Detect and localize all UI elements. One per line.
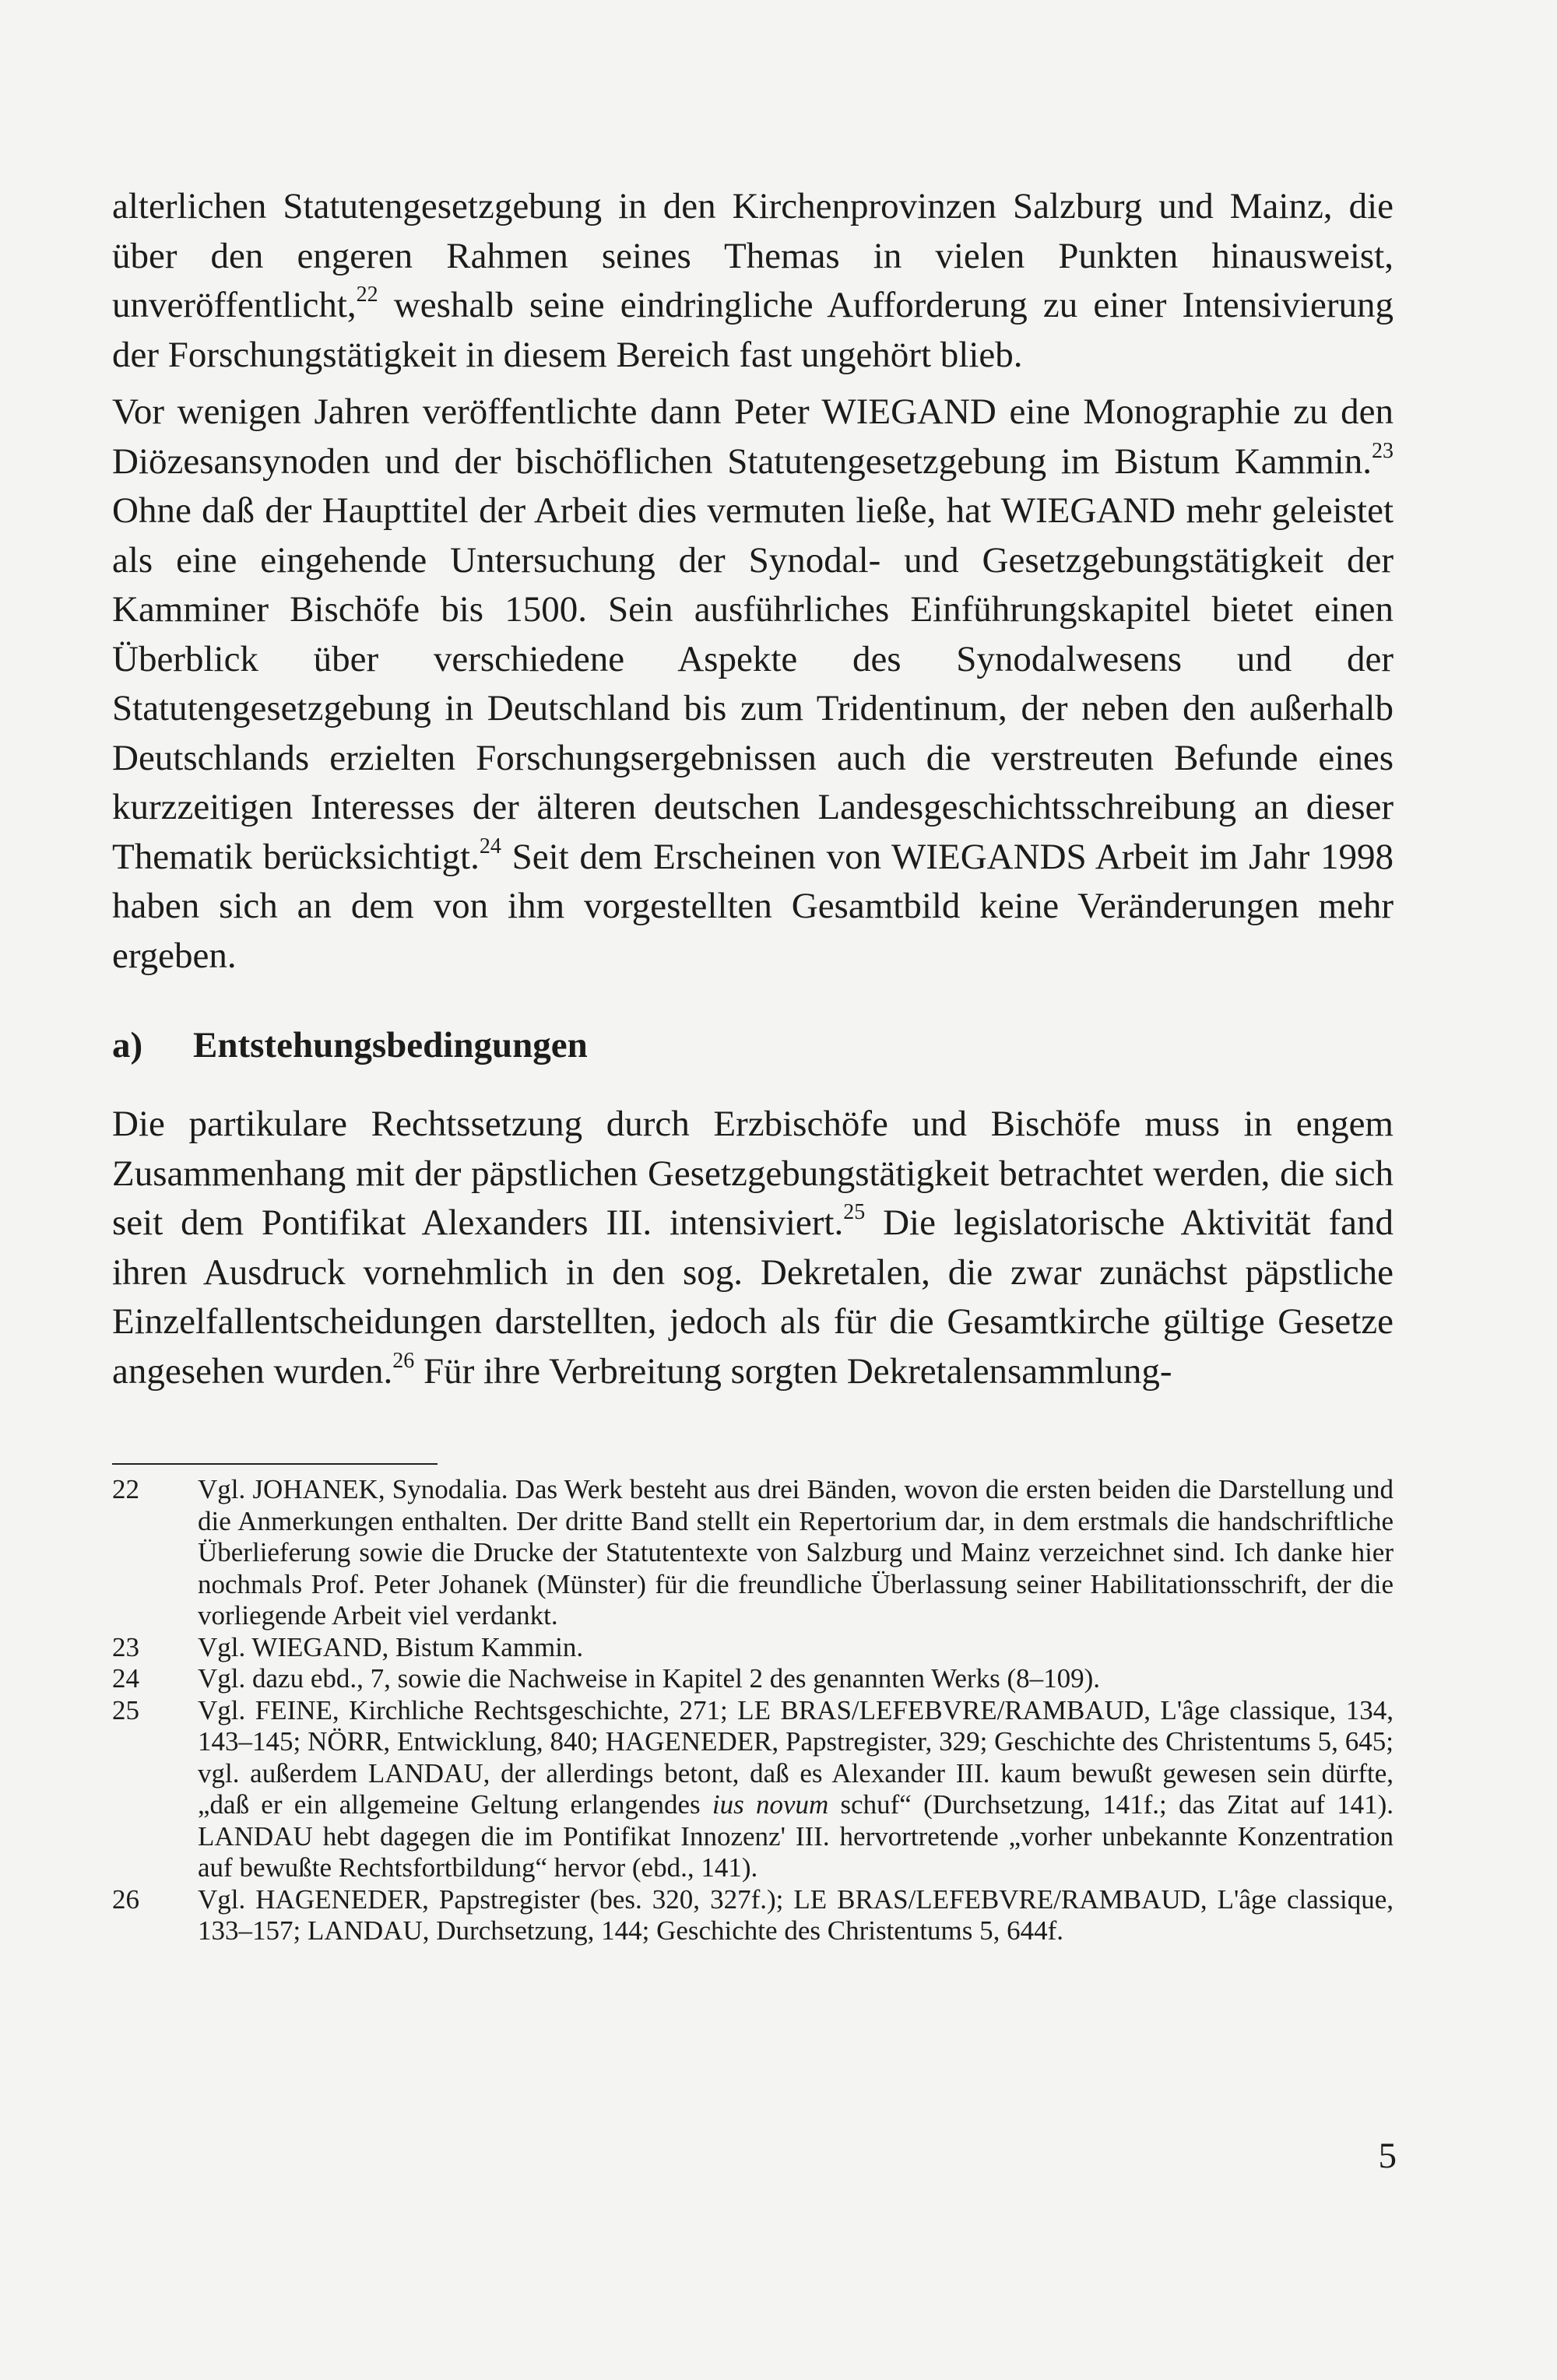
footnote-number: 25 xyxy=(112,1694,139,1725)
paragraph-3-text-a: Die partikulare Rechtssetzung durch Erzbischöfe und Bischöfe muss in engem Zusammenhang mit der päpstlichen Gesetzgebungstätigkeit betrachtet werden, die sich seit dem Pontifikat Alexanders III. intensiviert. xyxy=(112,1104,1394,1243)
footnote-text: Vgl. WIEGAND, Bistum Kammin. xyxy=(198,1631,584,1662)
footnote-number: 26 xyxy=(112,1883,139,1915)
paragraph-2-text-b: Ohne daß der Haupttitel der Arbeit dies vermuten ließe, hat WIEGAND mehr geleistet als eine eingehende Untersuchung der Synodal- und Gesetzgebungstätigkeit der Kamminer Bischöfe bis 1500. Sein ausführliches Einführungskapitel bietet einen Überblick über verschiedene Aspekte des Synodalwesens und der Statutengesetzgebung in Deutschland bis zum Tridentinum, der neben den außerhalb Deutschlands erzielten Forschungsergebnissen auch die verstreuten Befunde eines kurzzeitigen Interesses der älteren deutschen Landesgeschichtsschreibung an dieser Thematik berücksichtigt. xyxy=(112,490,1394,877)
footnote-25 xyxy=(112,1695,1394,1884)
paragraph-1-text-b: weshalb seine eindringliche Aufforderung zu einer Intensivierung der Forschungstätigkeit in diesem Bereich fast ungehört blieb. xyxy=(112,285,1394,375)
page-number: 5 xyxy=(1378,2136,1397,2176)
footnote-number: 22 xyxy=(112,1474,139,1504)
footnote-22 xyxy=(112,1474,1394,1632)
footnote-text: Vgl. HAGENEDER, Papstregister (bes. 320, 327f.); LE BRAS/LEFEBVRE/RAMBAUD, L'âge classique, 133–157; LANDAU, Durchsetzung, 144; Geschichte des Christentums 5, 644f. xyxy=(198,1883,1394,1946)
paragraph-3-text-b: Die legislatorische Aktivität fand ihren Ausdruck vornehmlich in den sog. Dekretalen, die zwar zunächst päpstliche Einzelfallentscheidungen darstellten, jedoch als für die Gesamtkirche gültige Gesetze angesehen wurden. xyxy=(112,1202,1394,1392)
footnote-ref-23[interactable]: 23 xyxy=(1372,438,1394,463)
footnote-italic-term: ius novum xyxy=(712,1789,829,1820)
section-heading xyxy=(112,1021,1394,1070)
footnote-ref-24[interactable]: 24 xyxy=(479,834,501,858)
footnote-number: 24 xyxy=(112,1663,139,1694)
paragraph-3 xyxy=(112,1100,1394,1396)
section-title: Entstehungsbedingungen xyxy=(193,1025,588,1065)
footnote-divider xyxy=(112,1463,438,1465)
footnotes xyxy=(112,1474,1394,1947)
paragraph-2-text-a: Vor wenigen Jahren veröffentlichte dann Peter WIEGAND eine Monographie zu den Diözesansynoden und der bischöflichen Statutengesetzgebung im Bistum Kammin. xyxy=(112,391,1394,482)
footnote-number: 23 xyxy=(112,1631,139,1662)
paragraph-1-text-a: alterlichen Statutengesetzgebung in den Kirchenprovinzen Salzburg und Mainz, die über den engeren Rahmen seines Themas in vielen Punkten hinausweist, unveröffentlicht, xyxy=(112,186,1394,325)
footnote-ref-25[interactable]: 25 xyxy=(843,1200,866,1224)
paragraph-2-text-c: Seit dem Erscheinen von WIEGANDS Arbeit im Jahr 1998 haben sich an dem von ihm vorgestellten Gesamtbild keine Veränderungen mehr ergeben. xyxy=(112,836,1394,976)
footnote-24 xyxy=(112,1663,1394,1695)
footnote-text: Vgl. dazu ebd., 7, sowie die Nachweise in Kapitel 2 des genannten Werks (8–109). xyxy=(198,1663,1100,1694)
main-text xyxy=(112,182,1394,1404)
footnote-text-b: schuf“ (Durchsetzung, 141f.; das Zitat auf 141). LANDAU hebt dagegen die im Pontifikat Innozenz' III. hervortretende „vorher unbekannte Konzentration auf bewußte Rechtsfortbildung“ hervor (ebd., 141). xyxy=(198,1789,1394,1883)
footnote-ref-22[interactable]: 22 xyxy=(356,283,378,307)
footnote-text-a: Vgl. FEINE, Kirchliche Rechtsgeschichte, 271; LE BRAS/LEFEBVRE/RAMBAUD, L'âge classique, 134, 143–145; NÖRR, Entwicklung, 840; HAGENEDER, Papstregister, 329; Geschichte des Christentums 5, 645; vgl. außerdem LANDAU, der allerdings betont, daß es Alexander III. kaum bewußt gewesen sein dürfte, „daß er ein allgemeine Geltung erlangendes xyxy=(198,1694,1394,1820)
paragraph-3-text-c: Für ihre Verbreitung sorgten Dekretalensammlung- xyxy=(414,1350,1172,1392)
footnote-text: Vgl. JOHANEK, Synodalia. Das Werk besteht aus drei Bänden, wovon die ersten beiden die Darstellung und die Anmerkungen enthalten. Der dritte Band stellt ein Repertorium dar, in dem erstmals die handschriftliche Überlieferung sowie die Drucke der Statutentexte von Salzburg und Mainz verzeichnet sind. Ich danke hier nochmals Prof. Peter Johanek (Münster) für die freundliche Überlassung seiner Habilitationsschrift, der die vorliegende Arbeit viel verdankt. xyxy=(198,1474,1394,1631)
footnote-26 xyxy=(112,1884,1394,1947)
paragraph-1 xyxy=(112,182,1394,380)
footnote-23 xyxy=(112,1632,1394,1664)
paragraph-2 xyxy=(112,388,1394,981)
section-number: a) xyxy=(112,1025,143,1065)
footnote-ref-26[interactable]: 26 xyxy=(392,1348,415,1373)
footnote-text xyxy=(198,1695,1394,1884)
